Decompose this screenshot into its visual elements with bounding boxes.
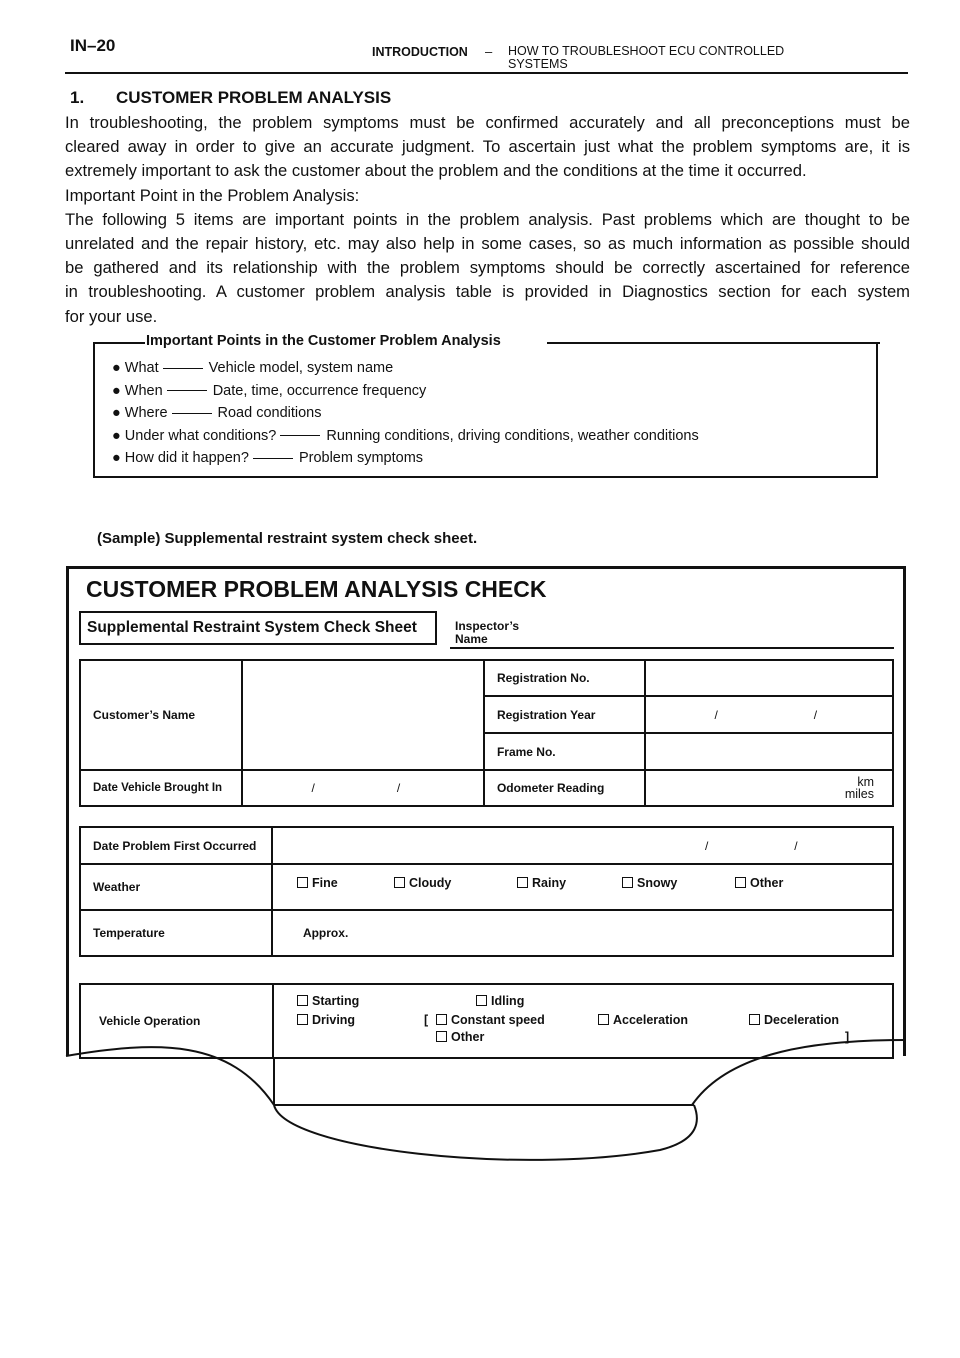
option-label: Cloudy xyxy=(409,876,452,890)
date-slash: / xyxy=(794,838,798,853)
item-desc: Running conditions, driving conditions, weather conditions xyxy=(326,427,699,444)
weather-label: Weather xyxy=(80,864,272,910)
option-label: Other xyxy=(451,1030,485,1044)
item-term: Where xyxy=(124,405,168,422)
body-line: in troubleshooting. A customer problem analysis table is provided in Diagnostics section for each system xyxy=(65,282,910,302)
wave-left-curve xyxy=(66,1047,274,1105)
unit-miles: miles xyxy=(844,787,874,801)
option-label: Deceleration xyxy=(764,1013,840,1027)
option-label: Snowy xyxy=(637,876,678,890)
item-desc: Vehicle model, system name xyxy=(208,360,394,376)
frame-no-label: Frame No. xyxy=(484,733,646,770)
unit-km: km xyxy=(857,775,874,789)
option-label: Driving xyxy=(312,1013,356,1027)
option-label: Other xyxy=(750,876,784,890)
page-number: IN–20 xyxy=(70,36,116,55)
item-desc: Date, time, occurrence frequency xyxy=(212,382,427,399)
sample-caption: (Sample) Supplemental restraint system check sheet. xyxy=(97,530,478,547)
odometer-label: Odometer Reading xyxy=(484,770,646,806)
option-label: Rainy xyxy=(532,876,567,890)
header-section: INTRODUCTION xyxy=(372,45,468,59)
temperature-approx: Approx. xyxy=(302,926,349,940)
date-slash: / xyxy=(714,707,718,722)
important-points-title: Important Points in the Customer Problem Analysis xyxy=(146,333,501,349)
wave-right-curve xyxy=(692,1040,906,1105)
header-topic-line1: HOW TO TROUBLESHOOT ECU CONTROLLED xyxy=(508,44,785,58)
body-line: unrelated and the repair history, etc. may also help in some cases, so as much information as possible should xyxy=(65,234,910,254)
item-term: Under what conditions? xyxy=(124,427,277,444)
list-item: ● When Date, time, occurrence frequency xyxy=(112,382,427,399)
body-line: be gathered and its relationship with the problem symptoms should be correctly ascertained for reference xyxy=(65,258,910,278)
bracket-open: [ xyxy=(424,1013,429,1027)
option-label: Constant speed xyxy=(451,1013,545,1027)
temperature-label: Temperature xyxy=(80,910,272,956)
bracket-close: ] xyxy=(845,1030,850,1044)
date-slash: / xyxy=(311,781,315,795)
item-term: What xyxy=(124,360,159,376)
date-slash: / xyxy=(396,781,401,795)
date-brought-in-label: Date Vehicle Brought In xyxy=(80,770,242,806)
date-first-occurred-label: Date Problem First Occurred xyxy=(80,827,272,864)
list-item: ● How did it happen? Problem symptoms xyxy=(112,450,424,467)
body-line: Important Point in the Problem Analysis: xyxy=(65,185,360,205)
wave-bottom-curve xyxy=(274,1105,697,1160)
section-title: CUSTOMER PROBLEM ANALYSIS xyxy=(116,88,392,107)
list-item: ● Under what conditions? Running conditions, driving conditions, weather conditions xyxy=(112,427,699,444)
body-line: In troubleshooting, the problem symptoms must be confirmed accurately and all preconceptions must be xyxy=(65,113,910,132)
body-line: cleared away in order to give an accurate judgment. To ascertain just what the problem symptoms are, it is xyxy=(65,137,910,157)
vehicle-operation-label: Vehicle Operation xyxy=(80,984,273,1058)
date-slash: / xyxy=(813,707,818,722)
inspector-label-line2: Name xyxy=(455,632,488,646)
list-item: ● Where Road conditions xyxy=(112,405,322,422)
body-line: for your use. xyxy=(65,306,158,326)
registration-no-label: Registration No. xyxy=(484,660,646,696)
registration-year-label: Registration Year xyxy=(484,696,646,733)
body-line: extremely important to ask the customer about the problem and the conditions at the time it occurred. xyxy=(65,161,807,181)
option-label: Acceleration xyxy=(613,1013,689,1027)
inspector-label-line1: Inspector’s xyxy=(455,619,520,633)
item-term: How did it happen? xyxy=(124,450,249,467)
item-term: When xyxy=(124,382,163,399)
check-sheet-title: CUSTOMER PROBLEM ANALYSIS CHECK xyxy=(86,576,547,602)
section-number: 1. xyxy=(70,88,85,107)
option-label: Fine xyxy=(312,876,338,890)
list-item: ● What Vehicle model, system name xyxy=(112,360,394,376)
option-label: Idling xyxy=(491,994,525,1008)
customer-name-label: Customer’s Name xyxy=(80,660,242,770)
option-label: Starting xyxy=(312,994,360,1008)
item-desc: Road conditions xyxy=(217,405,322,422)
body-line: The following 5 items are important points in the problem analysis. Past problems which are thought to be xyxy=(65,209,910,229)
header-topic-line2: SYSTEMS xyxy=(508,57,568,71)
item-desc: Problem symptoms xyxy=(298,450,424,467)
header-dash: – xyxy=(485,44,493,59)
date-slash: / xyxy=(704,838,709,853)
check-sheet-subtitle: Supplemental Restraint System Check Sheet xyxy=(79,611,437,645)
